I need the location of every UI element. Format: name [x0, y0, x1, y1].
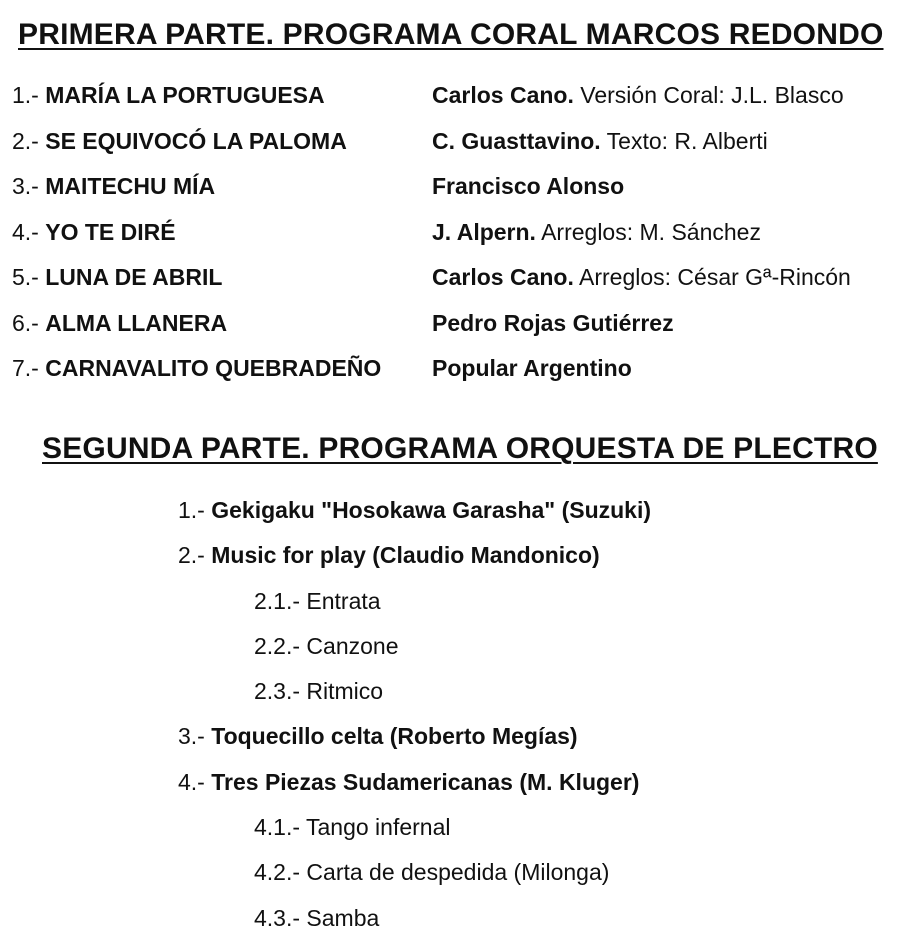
item-composer	[432, 255, 851, 300]
sub-item	[178, 669, 878, 714]
item-number: 3.-	[12, 173, 46, 199]
item-number: 4.-	[12, 218, 46, 245]
list-item	[12, 164, 892, 210]
list-item	[12, 301, 892, 347]
sub-item	[178, 579, 878, 624]
list-item	[12, 255, 892, 301]
list-item	[12, 210, 892, 256]
sub-item	[178, 850, 878, 895]
composer-note: Arreglos: César Gª-Rincón	[573, 264, 851, 290]
composer-name: Popular Argentino	[432, 355, 632, 381]
composer-name: Pedro Rojas Gutiérrez	[432, 309, 674, 336]
item-composer	[432, 346, 632, 391]
item-title: MARÍA LA PORTUGUESA	[45, 82, 325, 108]
composer-name: Carlos Cano.	[432, 82, 574, 108]
movement-label: 2.3.- Ritmico	[254, 678, 384, 705]
item-title: Toquecillo celta (Roberto Megías)	[211, 723, 578, 750]
item-title: LUNA DE ABRIL	[45, 264, 223, 290]
list-item	[178, 488, 878, 533]
movement-label: 4.2.- Carta de despedida (Milonga)	[254, 859, 610, 886]
part1-heading: PRIMERA PARTE. PROGRAMA CORAL MARCOS REDONDO	[18, 18, 884, 51]
item-title: SE EQUIVOCÓ LA PALOMA	[45, 127, 347, 154]
movement-label: 2.2.- Canzone	[254, 632, 399, 659]
item-title: MAITECHU MÍA	[45, 173, 216, 199]
composer-note: Versión Coral: J.L. Blasco	[573, 82, 844, 108]
item-composer	[432, 210, 761, 255]
item-title: YO TE DIRÉ	[45, 218, 176, 245]
item-number: 5.-	[12, 264, 46, 290]
item-title: Music for play (Claudio Mandonico)	[211, 542, 600, 569]
item-number: 4.-	[178, 768, 212, 795]
item-number: 1.-	[12, 82, 46, 108]
list-item	[178, 714, 878, 759]
composer-note: Arreglos: M. Sánchez	[535, 218, 761, 245]
item-composer	[432, 301, 674, 346]
movement-label: 4.3.- Samba	[254, 904, 380, 931]
item-title: Gekigaku "Hosokawa Garasha" (Suzuki)	[211, 497, 652, 523]
item-title: CARNAVALITO QUEBRADEÑO	[45, 355, 382, 381]
composer-name: Carlos Cano.	[432, 264, 574, 290]
sub-item	[178, 624, 878, 669]
composer-note: Texto: R. Alberti	[600, 127, 768, 154]
item-number: 7.-	[12, 355, 46, 381]
list-item	[12, 119, 892, 165]
list-item	[12, 346, 892, 392]
movement-label: 4.1.- Tango infernal	[254, 814, 451, 841]
list-item	[178, 533, 878, 578]
item-composer	[432, 119, 768, 164]
composer-name: Francisco Alonso	[432, 173, 625, 199]
sub-item	[178, 896, 878, 941]
item-title: ALMA LLANERA	[45, 309, 228, 336]
composer-name: C. Guasttavino.	[432, 127, 601, 154]
item-number: 3.-	[178, 723, 212, 750]
item-number: 2.-	[12, 127, 46, 154]
item-number: 2.-	[178, 542, 212, 569]
orchestra-program-list	[178, 488, 878, 941]
movement-label: 2.1.- Entrata	[254, 587, 381, 614]
item-title: Tres Piezas Sudamericanas (M. Kluger)	[211, 768, 640, 795]
sub-item	[178, 805, 878, 850]
list-item	[178, 760, 878, 805]
item-number: 1.-	[178, 497, 212, 523]
item-number: 6.-	[12, 309, 46, 336]
coral-program-list	[12, 73, 892, 392]
item-composer	[432, 73, 844, 118]
part2-heading: SEGUNDA PARTE. PROGRAMA ORQUESTA DE PLECTRO	[42, 432, 878, 465]
list-item	[12, 73, 892, 119]
item-composer	[432, 164, 624, 209]
composer-name: J. Alpern.	[432, 218, 536, 245]
